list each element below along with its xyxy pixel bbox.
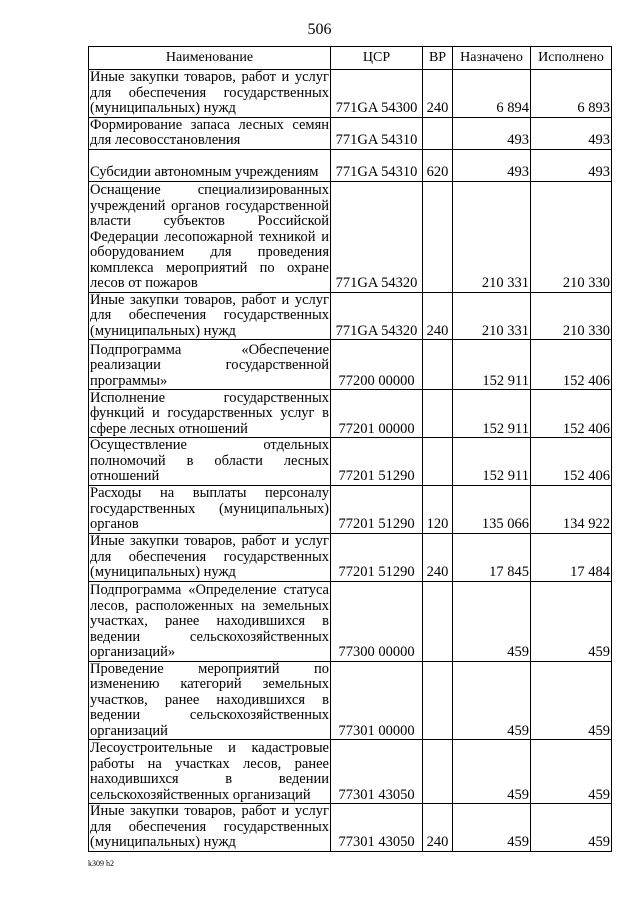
table-row [89,581,612,661]
row-executed: 459 [531,740,612,804]
header-csr: ЦСР [331,47,423,70]
row-vr: 620 [423,149,453,181]
row-executed: 210 330 [531,181,612,292]
row-executed: 152 406 [531,438,612,486]
row-csr: 771GA 54300 [331,70,423,118]
table-row [89,438,612,486]
row-name: Расходы на выплаты персоналу государственных (муниципальных) органов [90,485,329,532]
row-name: Исполнение государственных функций и государственных услуг в сфере лесных отношений [90,389,329,437]
budget-table [88,46,612,852]
row-executed: 459 [531,804,612,852]
row-planned: 459 [453,804,531,852]
row-planned: 493 [453,149,531,181]
row-vr: 120 [423,485,453,533]
row-planned: 459 [453,661,531,740]
page-number: 506 [307,21,332,38]
row-vr [423,340,453,390]
row-csr: 77300 00000 [331,581,423,661]
header-planned: Назначено [453,47,531,70]
row-vr: 240 [423,533,453,581]
row-csr: 771GA 54310 [331,117,423,149]
row-vr [423,438,453,486]
row-name: Иные закупки товаров, работ и услуг для обеспечения государственных (муниципальных) нужд [90,69,329,116]
table-row [89,533,612,581]
table-row [89,149,612,181]
row-name: Проведение мероприятий по изменению категорий земельных участков, ранее находившихся в ведении сельскохозяйственных организаций [90,660,329,739]
row-executed: 210 330 [531,292,612,340]
table-row [89,292,612,340]
row-csr: 77201 00000 [331,390,423,438]
row-planned: 17 845 [453,533,531,581]
row-vr [423,181,453,292]
row-planned: 210 331 [453,181,531,292]
row-executed: 17 484 [531,533,612,581]
row-vr: 240 [423,292,453,340]
row-vr [423,661,453,740]
row-name: Осуществление отдельных полномочий в области лесных отношений [90,437,329,484]
row-csr: 77301 00000 [331,661,423,740]
row-executed: 459 [531,661,612,740]
row-planned: 459 [453,740,531,804]
table-row [89,485,612,533]
row-vr: 240 [423,70,453,118]
header-vr: ВР [423,47,453,70]
footer-code: k309 h2 [88,859,114,868]
header-name: Наименование [89,47,331,70]
table-row [89,661,612,740]
row-vr [423,117,453,149]
row-planned: 152 911 [453,390,531,438]
row-executed: 459 [531,581,612,661]
row-name: Формирование запаса лесных семян для лесовосстановления [90,116,329,148]
row-planned: 152 911 [453,340,531,390]
row-csr: 77201 51290 [331,485,423,533]
row-planned: 210 331 [453,292,531,340]
row-vr [423,390,453,438]
row-name: Подпрограмма «Определение статуса лесов, расположенных на земельных участках, ранее находившихся в ведении сельскохозяйственных организаций» [90,582,329,660]
row-planned: 135 066 [453,485,531,533]
row-csr: 77301 43050 [331,804,423,852]
row-vr: 240 [423,804,453,852]
row-name: Лесоустроительные и кадастровые работы на участках лесов, ранее находившихся в ведении сельскохозяйственных организаций [90,740,329,803]
row-vr [423,740,453,804]
row-csr: 771GA 54320 [331,181,423,292]
table-header-row [89,47,612,70]
row-csr: 77200 00000 [331,340,423,390]
row-csr: 771GA 54310 [331,149,423,181]
table-row [89,181,612,292]
row-csr: 77201 51290 [331,438,423,486]
row-executed: 152 406 [531,340,612,390]
row-executed: 6 893 [531,70,612,118]
row-planned: 459 [453,581,531,661]
table-row [89,117,612,149]
row-name: Иные закупки товаров, работ и услуг для обеспечения государственных (муниципальных) нужд [90,533,329,580]
row-csr: 77301 43050 [331,740,423,804]
row-name: Оснащение специализированных учреждений органов государственной власти субъектов Российской Федерации лесопожарной техникой и оборудованием для проведения комплекса мероприятий по охране лесов от пожаров [90,182,329,291]
row-name: Иные закупки товаров, работ и услуг для обеспечения государственных (муниципальных) нужд [90,291,329,339]
table-row [89,390,612,438]
row-planned: 152 911 [453,438,531,486]
row-name: Субсидии автономным учреждениям [89,149,331,181]
row-executed: 152 406 [531,390,612,438]
row-executed: 493 [531,117,612,149]
row-planned: 493 [453,117,531,149]
header-executed: Исполнено [531,47,612,70]
table-row [89,740,612,804]
row-vr [423,581,453,661]
table-row [89,340,612,390]
row-executed: 493 [531,149,612,181]
row-csr: 77201 51290 [331,533,423,581]
row-csr: 771GA 54320 [331,292,423,340]
row-planned: 6 894 [453,70,531,118]
row-name: Подпрограмма «Обеспечение реализации государственной программы» [90,341,329,389]
row-executed: 134 922 [531,485,612,533]
row-name: Иные закупки товаров, работ и услуг для обеспечения государственных (муниципальных) нужд [90,803,329,850]
table-row [89,804,612,852]
table-row [89,70,612,118]
